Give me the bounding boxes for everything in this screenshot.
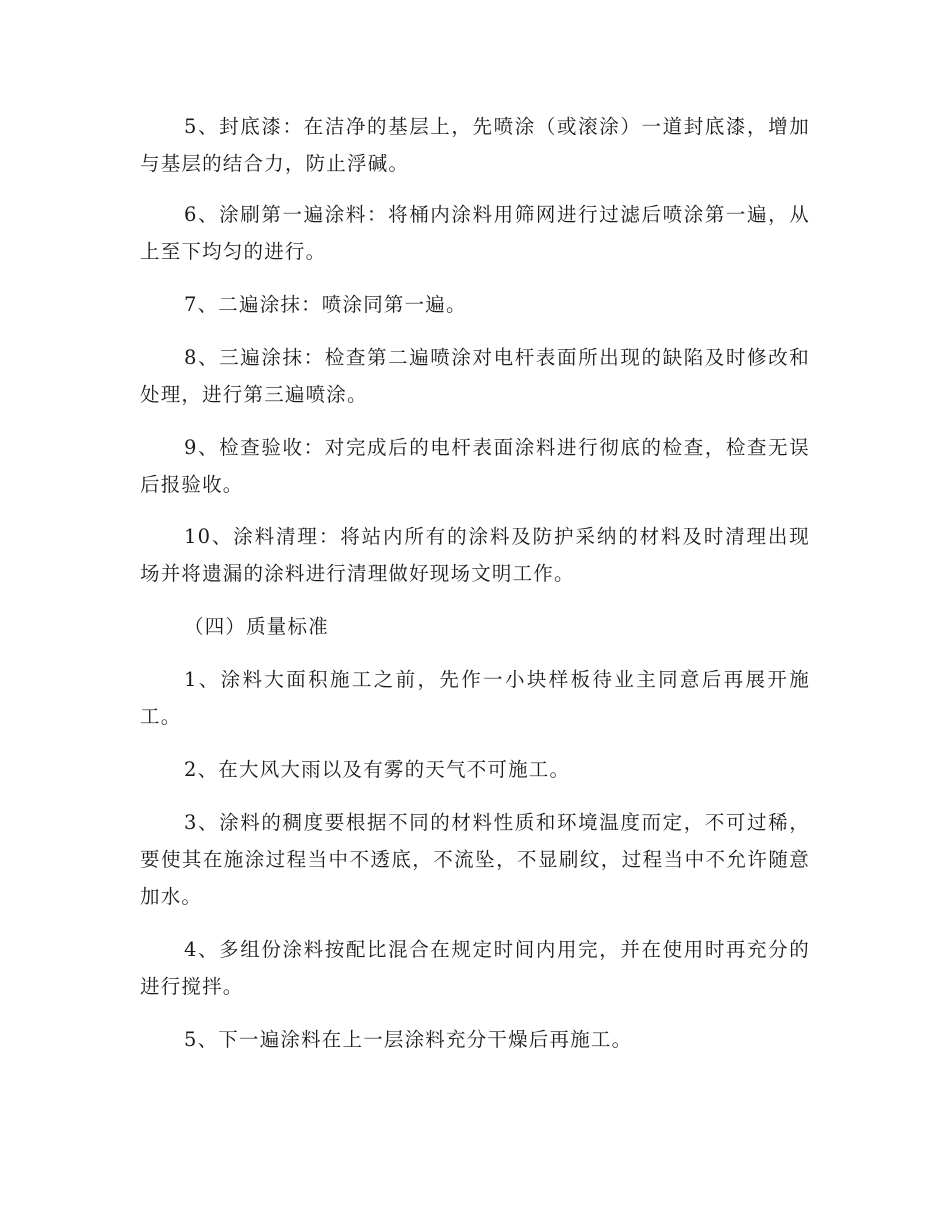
paragraph-sealing-primer: 5、封底漆：在洁净的基层上，先喷涂（或滚涂）一道封底漆，增加与基层的结合力，防止浮碱。 (140, 115, 810, 175)
paragraph-standard-5: 5、下一遍涂料在上一层涂料充分干燥后再施工。 (184, 1028, 633, 1051)
paragraph-standard-4: 4、多组份涂料按配比混合在规定时间内用完，并在使用时再充分的进行搅拌。 (140, 938, 810, 998)
paragraph-third-coat: 8、三遍涂抹：检查第二遍喷涂对电杆表面所出现的缺陷及时修改和处理，进行第三遍喷涂。 (140, 346, 810, 406)
section-heading-quality-standards: （四）质量标准 (184, 615, 329, 638)
paragraph-inspection: 9、检查验收：对完成后的电杆表面涂料进行彻底的检查，检查无误后报验收。 (140, 436, 810, 496)
paragraph-standard-3: 3、涂料的稠度要根据不同的材料性质和环境温度而定，不可过稀，要使其在施涂过程当中不透底，不流坠，不显刷纹，过程当中不允许随意加水。 (140, 811, 810, 908)
paragraph-first-coat: 6、涂刷第一遍涂料：将桶内涂料用筛网进行过滤后喷涂第一遍，从上至下均匀的进行。 (140, 203, 810, 263)
paragraph-standard-1: 1、涂料大面积施工之前，先作一小块样板待业主同意后再展开施工。 (140, 668, 810, 728)
paragraph-cleanup: 10、涂料清理：将站内所有的涂料及防护采纳的材料及时清理出现场并将遗漏的涂料进行清理做好现场文明工作。 (140, 525, 810, 585)
paragraph-standard-2: 2、在大风大雨以及有雾的天气不可施工。 (184, 758, 571, 781)
paragraph-second-coat: 7、二遍涂抹：喷涂同第一遍。 (184, 293, 467, 316)
